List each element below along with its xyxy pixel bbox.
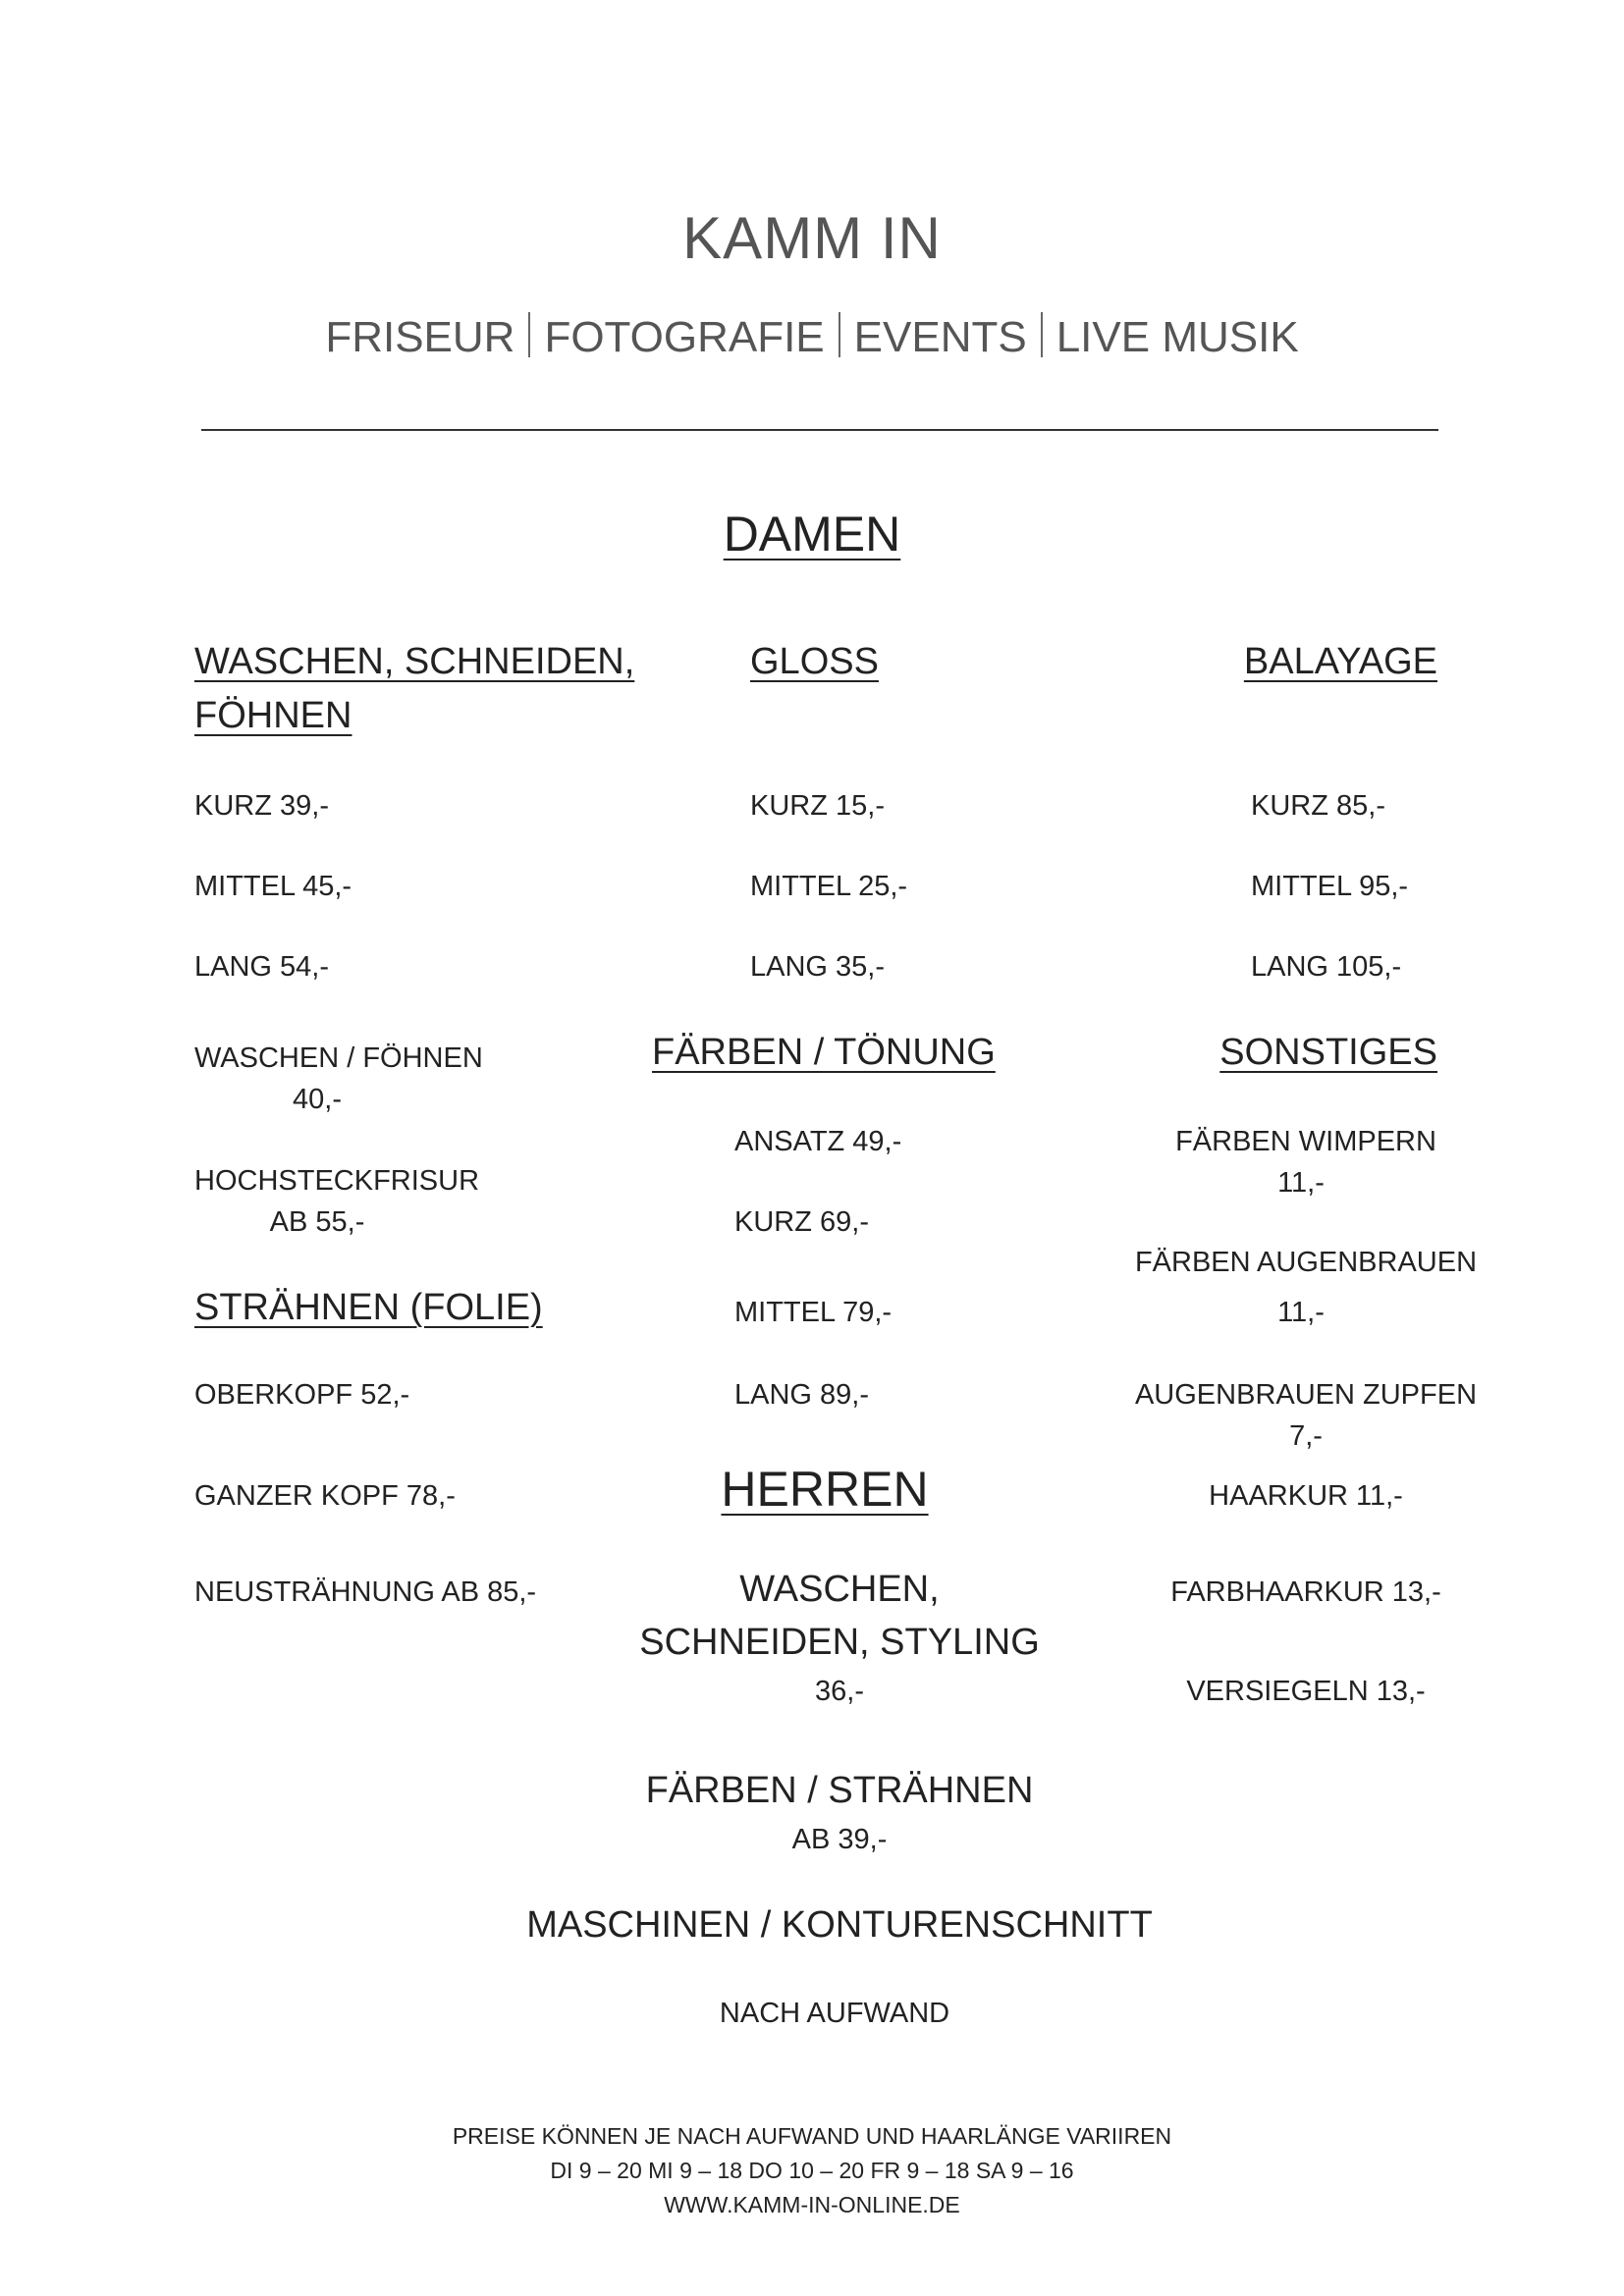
- price-item: LANG 89,-: [734, 1379, 869, 1411]
- herren-maschinen-label: MASCHINEN / KONTURENSCHNITT: [526, 1904, 1153, 1946]
- services-line: [0, 312, 1624, 362]
- augenbrauen-price: 11,-: [1277, 1297, 1325, 1328]
- zupfen-price: 7,-: [1289, 1420, 1323, 1452]
- separator: [1041, 312, 1043, 357]
- herren-heading: HERREN: [721, 1462, 929, 1517]
- footer-hours: DI 9 – 20 MI 9 – 18 DO 10 – 20 FR 9 – 18 SA 9 – 16: [550, 2158, 1074, 2183]
- price-item: KURZ 85,-: [1251, 790, 1385, 822]
- herren-wss-line2: SCHNEIDEN, STYLING: [639, 1622, 1040, 1663]
- sonstiges-heading: SONSTIGES: [1219, 1032, 1437, 1073]
- herren-wss-price: 36,-: [815, 1676, 864, 1707]
- augenbrauen-label: FÄRBEN AUGENBRAUEN: [1134, 1247, 1478, 1278]
- wss-heading-line2: FÖHNEN: [194, 695, 352, 736]
- price-item: KURZ 15,-: [750, 790, 885, 822]
- price-item: MITTEL 95,-: [1251, 871, 1409, 902]
- header-divider: [201, 429, 1438, 431]
- herren-wss-line1: WASCHEN,: [739, 1569, 940, 1610]
- service-friseur: FRISEUR: [325, 313, 515, 361]
- price-item: LANG 105,-: [1251, 951, 1402, 983]
- farbhaarkur-item: FARBHAARKUR 13,-: [1170, 1576, 1441, 1608]
- herren-faerben-price: AB 39,-: [791, 1824, 888, 1855]
- price-item: ANSATZ 49,-: [734, 1126, 902, 1157]
- herren-maschinen-price: NACH AUFWAND: [719, 1998, 950, 2029]
- hochsteck-price: AB 55,-: [269, 1206, 365, 1238]
- zupfen-label: AUGENBRAUEN ZUPFEN: [1134, 1379, 1478, 1411]
- footer-note: PREISE KÖNNEN JE NACH AUFWAND UND HAARLÄNGE VARIIREN: [452, 2123, 1172, 2149]
- separator: [528, 312, 530, 357]
- versiegeln-item: VERSIEGELN 13,-: [1186, 1676, 1426, 1707]
- price-item: MITTEL 79,-: [734, 1297, 893, 1328]
- price-item: MITTEL 45,-: [194, 871, 352, 902]
- price-item: KURZ 39,-: [194, 790, 329, 822]
- price-item: LANG 35,-: [750, 951, 885, 983]
- footer-website: WWW.KAMM-IN-ONLINE.DE: [664, 2192, 960, 2217]
- wimpern-price: 11,-: [1277, 1167, 1325, 1199]
- haarkur-item: HAARKUR 11,-: [1209, 1480, 1403, 1512]
- balayage-heading: BALAYAGE: [1243, 641, 1437, 682]
- page-title: KAMM IN: [682, 205, 942, 271]
- faerben-toenung-heading: FÄRBEN / TÖNUNG: [652, 1032, 996, 1073]
- straehnen-heading: STRÄHNEN (FOLIE): [194, 1287, 543, 1328]
- gloss-heading: GLOSS: [750, 641, 879, 682]
- waschen-foehnen-price: 40,-: [293, 1084, 342, 1115]
- wss-heading-line1: WASCHEN, SCHNEIDEN,: [194, 641, 635, 682]
- price-item: NEUSTRÄHNUNG AB 85,-: [194, 1576, 537, 1608]
- price-item: MITTEL 25,-: [750, 871, 908, 902]
- damen-heading: DAMEN: [723, 507, 901, 561]
- waschen-foehnen-label: WASCHEN / FÖHNEN: [194, 1042, 483, 1074]
- service-fotografie: FOTOGRAFIE: [544, 313, 825, 361]
- wimpern-label: FÄRBEN WIMPERN: [1175, 1126, 1436, 1157]
- service-live-musik: LIVE MUSIK: [1056, 313, 1299, 361]
- price-item: KURZ 69,-: [734, 1206, 869, 1238]
- hochsteck-label: HOCHSTECKFRISUR: [194, 1165, 480, 1197]
- separator: [839, 312, 840, 357]
- herren-faerben-label: FÄRBEN / STRÄHNEN: [645, 1770, 1034, 1811]
- price-item: LANG 54,-: [194, 951, 329, 983]
- service-events: EVENTS: [853, 313, 1027, 361]
- price-item: OBERKOPF 52,-: [194, 1379, 410, 1411]
- price-item: GANZER KOPF 78,-: [194, 1480, 456, 1512]
